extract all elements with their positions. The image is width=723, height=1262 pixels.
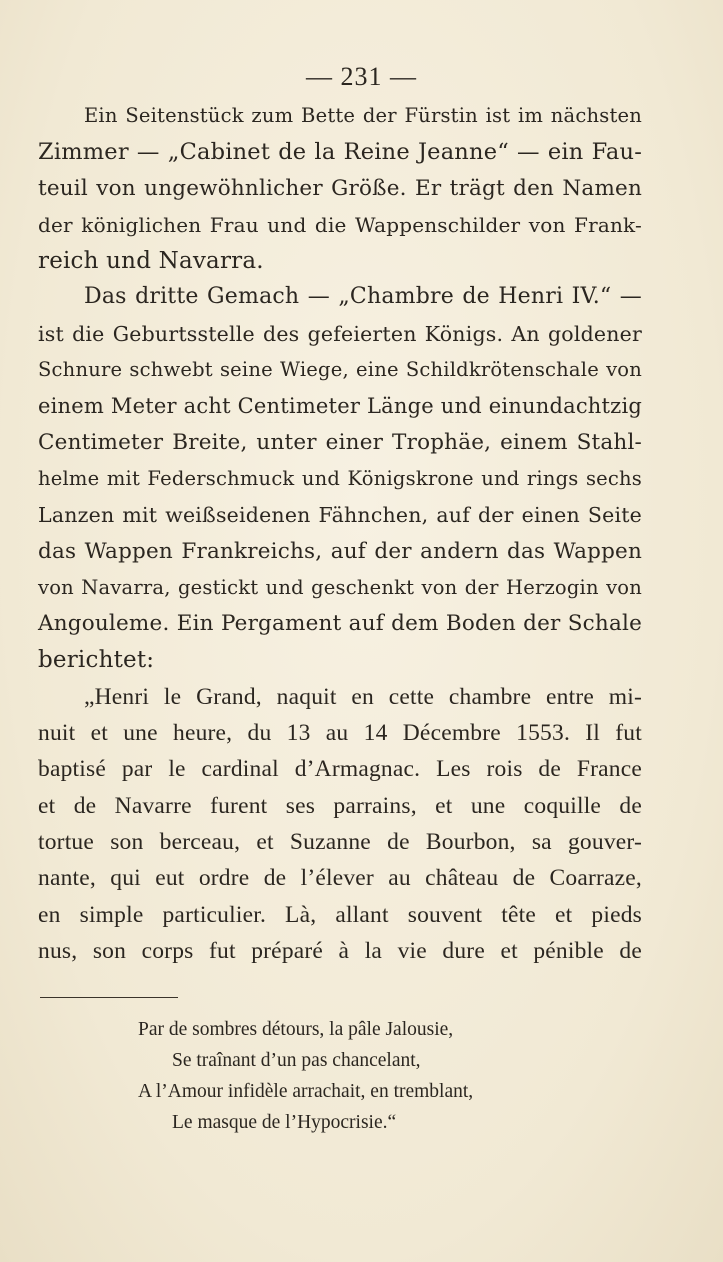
poem-line: Se traînant d’un pas chancelant, [172, 1050, 421, 1071]
text-line: Lanzen mit weißseidenen Fähnchen, auf der einen Seite [38, 503, 642, 528]
text-line: Ein Seitenstück zum Bette der Fürstin ist im nächsten [84, 104, 642, 127]
text-line: der königlichen Frau und die Wappenschilder von Frank- [38, 212, 642, 237]
quote-line: baptisé par le cardinal d’Armagnac. Les rois de France [38, 756, 642, 783]
footnote-divider [40, 997, 178, 998]
text-line: helme mit Federschmuck und Königskrone und rings sechs [38, 466, 642, 490]
footnote-poem [138, 1014, 588, 1138]
poem-line: Le masque de l’Hypocrisie.“ [172, 1112, 397, 1133]
text-line: Schnure schwebt seine Wiege, eine Schildkrötenschale von [38, 358, 642, 382]
text-line: teuil von ungewöhnlicher Größe. Er trägt den Namen [38, 175, 642, 201]
quote-line: nuit et une heure, du 13 au 14 Décembre 1553. Il fut [38, 720, 642, 747]
text-line: Centimeter Breite, unter einer Trophäe, einem Stahl- [38, 429, 642, 455]
text-line: ist die Geburtsstelle des gefeierten Königs. An goldener [38, 321, 642, 346]
quote-line: et de Navarre furent ses parrains, et une coquille de [38, 792, 642, 819]
page-number: — 231 — [306, 62, 417, 91]
quote-line: en simple particulier. Là, allant souvent tête et pieds [38, 901, 642, 928]
quote-line: „Henri le Grand, naquit en cette chambre entre mi- [84, 683, 642, 710]
quote-line: tortue son berceau, et Suzanne de Bourbon, sa gouver- [38, 828, 642, 855]
text-line: Angouleme. Ein Pergament auf dem Boden der Schale [38, 611, 642, 637]
text-line: Das dritte Gemach — „Chambre de Henri IV.“ — [84, 284, 642, 310]
text-line: reich und Navarra. [38, 248, 264, 275]
poem-line: A l’Amour infidèle arrachait, en tremblant, [138, 1081, 474, 1102]
text-line: Zimmer — „Cabinet de la Reine Jeanne“ — ein Fau- [38, 139, 642, 166]
quote-line: nus, son corps fut préparé à la vie dure et pénible de [38, 937, 642, 964]
text-line: das Wappen Frankreichs, auf der andern das Wappen [38, 538, 642, 564]
body-text [38, 98, 642, 969]
text-line: einem Meter acht Centimeter Länge und einundachtzig [38, 394, 642, 419]
text-line: von Navarra, gestickt und geschenkt von der Herzogin von [38, 575, 642, 599]
quote-line: nante, qui eut ordre de l’élever au château de Coarraze, [38, 865, 642, 892]
text-line: berichtet: [38, 647, 155, 674]
poem-line: Par de sombres détours, la pâle Jalousie, [138, 1019, 454, 1040]
